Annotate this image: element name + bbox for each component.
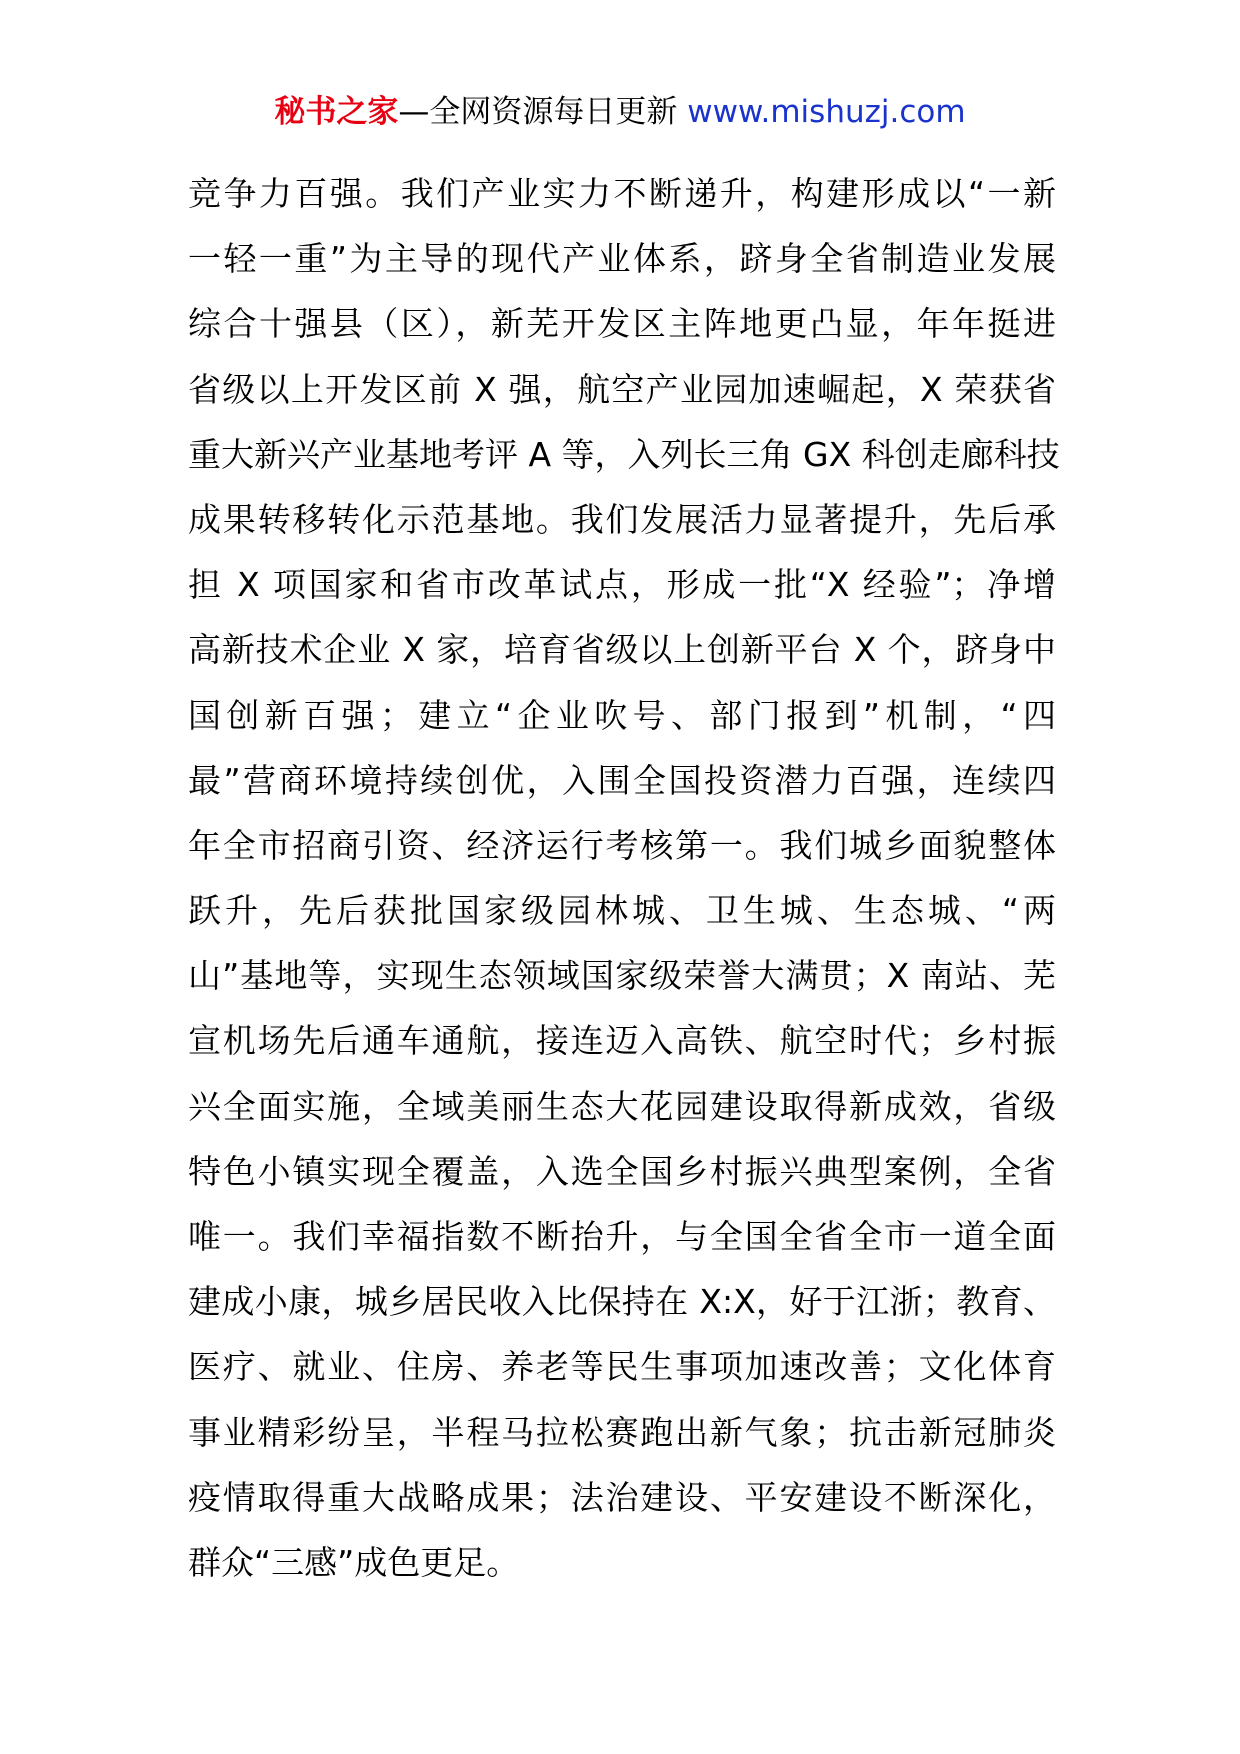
text-line: 竞争力百强。我们产业实力不断递升，构建形成以“一新 <box>188 174 1056 213</box>
text-line: 宣机场先后通车通航，接连迈入高铁、航空时代；乡村振 <box>188 1021 1056 1061</box>
text-line: 高新技术企业 X 家，培育省级以上创新平台 X 个，跻身中 <box>188 630 1056 670</box>
text-line: 医疗、就业、住房、养老等民生事项加速改善；文化体育 <box>188 1347 1056 1387</box>
text-line: 兴全面实施，全域美丽生态大花园建设取得新成效，省级 <box>188 1086 1056 1126</box>
text-line: 综合十强县（区），新芜开发区主阵地更凸显，年年挺进 <box>188 304 1056 344</box>
text-line: 跃升，先后获批国家级园林城、卫生城、生态城、“两 <box>188 891 1056 931</box>
document-body <box>188 161 1060 1595</box>
text-line: 群众“三感”成色更足。 <box>188 1542 520 1582</box>
text-line: 成果转移转化示范基地。我们发展活力显著提升，先后承 <box>188 499 1056 539</box>
text-line: 特色小镇实现全覆盖，入选全国乡村振兴典型案例，全省 <box>188 1151 1056 1191</box>
text-line: 担 X 项国家和省市改革试点，形成一批“X 经验”；净增 <box>188 565 1056 605</box>
text-line: 建成小康，城乡居民收入比保持在 X:X，好于江浙；教育、 <box>188 1282 1056 1322</box>
site-slogan: —全网资源每日更新 <box>398 94 688 130</box>
text-line: 省级以上开发区前 X 强，航空产业园加速崛起，X 荣获省 <box>188 369 1056 409</box>
text-line: 疫情取得重大战略成果；法治建设、平安建设不断深化， <box>188 1477 1056 1517</box>
page-header <box>0 92 1240 132</box>
text-line: 最”营商环境持续创优，入围全国投资潜力百强，连续四 <box>188 760 1056 800</box>
text-line: 一轻一重”为主导的现代产业体系，跻身全省制造业发展 <box>188 239 1056 279</box>
text-line: 国创新百强；建立“企业吹号、部门报到”机制，“四 <box>188 695 1056 735</box>
text-line: 山”基地等，实现生态领域国家级荣誉大满贯；X 南站、芜 <box>188 956 1056 996</box>
text-line: 重大新兴产业基地考评 A 等，入列长三角 GX 科创走廊科技 <box>188 434 1060 474</box>
text-line: 唯一。我们幸福指数不断抬升，与全国全省全市一道全面 <box>188 1217 1056 1256</box>
site-brand: 秘书之家 <box>274 94 399 130</box>
site-url-link[interactable]: www.mishuzj.com <box>687 94 966 130</box>
text-line: 事业精彩纷呈，半程马拉松赛跑出新气象；抗击新冠肺炎 <box>188 1412 1056 1452</box>
text-line: 年全市招商引资、经济运行考核第一。我们城乡面貌整体 <box>188 825 1056 865</box>
